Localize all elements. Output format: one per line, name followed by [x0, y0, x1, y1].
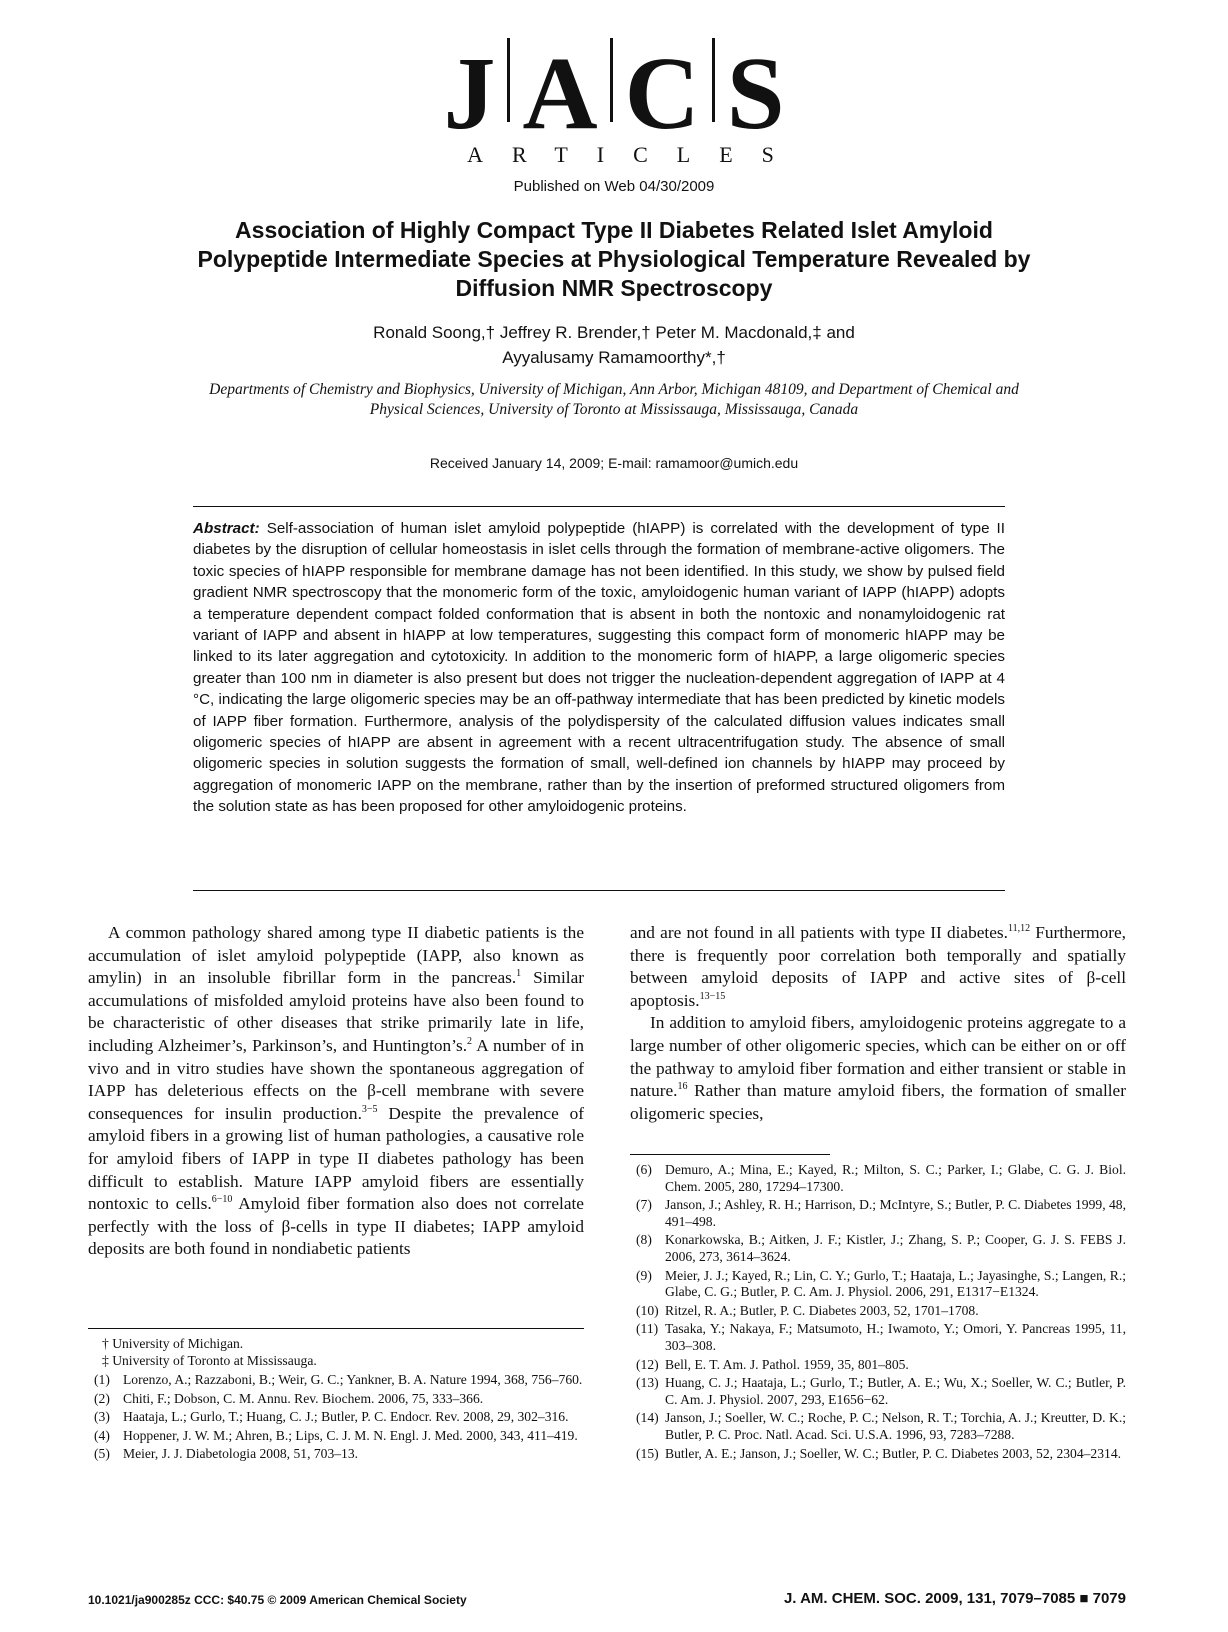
- citation: 11,12: [1007, 923, 1031, 935]
- right-column-body: [630, 922, 1126, 1125]
- citation: 2: [467, 1036, 473, 1048]
- citation: 3−5: [361, 1103, 378, 1115]
- reference-item: (9) Meier, J. J.; Kayed, R.; Lin, C. Y.; Gurlo, T.; Haataja, L.; Jayasinghe, S.; Langen, R.; Glabe, C. G.; Butler, P. C. Am. J. Physiol. 2006, 291, E1317−E1324.: [636, 1267, 1126, 1300]
- reference-item: (14) Janson, J.; Soeller, W. C.; Roche, P. C.; Nelson, R. T.; Torchia, A. J.; Kreutter, D. K.; Butler, P. C. Proc. Natl. Acad. Sci. U.S.A. 1996, 93, 7283–7288.: [636, 1410, 1126, 1442]
- references-rule: [630, 1154, 830, 1155]
- logo-divider: [507, 38, 510, 122]
- citation: 6−10: [211, 1194, 233, 1206]
- reference-item: (6) Demuro, A.; Mina, E.; Kayed, R.; Milton, S. C.; Parker, I.; Glabe, C. G. J. Biol. Chem. 2005, 280, 17294–17300.: [636, 1162, 1126, 1194]
- abstract-top-rule: [193, 506, 1005, 507]
- journal-masthead: [0, 38, 1228, 168]
- reference-item: (4) Hoppener, J. W. M.; Ahren, B.; Lips, C. J. M. N. Engl. J. Med. 2000, 343, 411–419.: [94, 1427, 578, 1443]
- author-line: Ayyalusamy Ramamoorthy*,†: [502, 348, 726, 367]
- reference-item: (13) Huang, C. J.; Haataja, L.; Gurlo, T.; Butler, A. E.; Wu, X.; Soeller, W. C.; Butler, P. C. Am. J. Physiol. 2007, 293, E1656−62.: [636, 1375, 1126, 1407]
- logo-letter: S: [726, 36, 785, 151]
- footnote: ‡ University of Toronto at Mississauga.: [102, 1352, 317, 1368]
- author-line: Ronald Soong,† Jeffrey R. Brender,† Peter M. Macdonald,‡ and: [373, 323, 855, 342]
- reference-item: (11) Tasaka, Y.; Nakaya, F.; Matsumoto, H.; Iwamoto, Y.; Omori, Y. Pancreas 1995, 11, 303–308.: [636, 1321, 1126, 1353]
- affiliation: Departments of Chemistry and Biophysics, University of Michigan, Ann Arbor, Michigan 48109, and Department of Chemical and Physical Sciences, University of Toronto at Mississauga, Mississauga, Canada: [209, 381, 1019, 418]
- logo-divider: [712, 38, 715, 122]
- footnotes: [102, 1336, 584, 1369]
- footnote-rule: [88, 1328, 584, 1329]
- footer-citation: J. AM. CHEM. SOC. 2009, 131, 7079–7085 ■ 7079: [783, 1590, 1126, 1607]
- reference-item: (12) Bell, E. T. Am. J. Pathol. 1959, 35, 801–805.: [636, 1356, 909, 1372]
- article-title: Association of Highly Compact Type II Diabetes Related Islet Amyloid Polypeptide Intermediate Species at Physiological Temperature Revealed by Diffusion NMR Spectroscopy: [197, 217, 1031, 301]
- reference-item: (7) Janson, J.; Ashley, R. H.; Harrison, D.; McIntyre, S.; Butler, P. C. Diabetes 1999, 48, 491–498.: [636, 1197, 1126, 1229]
- abstract-bottom-rule: [193, 890, 1005, 891]
- citation: 16: [677, 1081, 688, 1093]
- footnote: † University of Michigan.: [102, 1336, 244, 1351]
- paragraph: In addition to amyloid fibers, amyloidogenic proteins aggregate to a large number of other oligomeric species, which can be either on or off the pathway to amyloid fiber formation and either transient or stable in nature.$^{16}$ Rather than mature amyloid fibers, the formation of smaller oligomeric species,: [630, 1013, 1126, 1123]
- left-column-body: [88, 922, 584, 1261]
- references-right: [636, 1162, 1126, 1464]
- logo-letter: C: [624, 36, 700, 151]
- journal-logo: [0, 36, 1228, 151]
- logo-divider: [610, 38, 613, 122]
- paragraph: A common pathology shared among type II diabetic patients is the accumulation of islet amyloid polypeptide (IAPP, also known as amylin) in an insoluble fibrillar form in the pancreas.$^1$ Similar accumulations of misfolded amyloid proteins have also been found to be characteristic of other diseases that strike primarily late in life, including Alzheimer’s, Parkinson’s, and Huntington’s.$^2$ A number of in vivo and in vitro studies have shown the spontaneous aggregation of IAPP has deleterious effects on the β-cell membrane with severe consequences for insulin production.$^{3-5}$ Despite the prevalence of amyloid fibers in a growing list of human pathologies, a causative role for amyloid fibers of IAPP in type II diabetes pathology has been difficult to establish. Mature IAPP amyloid fibers are essentially nontoxic to cells.$^{6-10}$ Amyloid fiber formation also does not correlate perfectly with the loss of β-cells in type II diabetes; IAPP amyloid deposits are both found in nondiabetic patients: [88, 923, 585, 1259]
- logo-letter: J: [443, 36, 496, 151]
- paragraph: and are not found in all patients with type II diabetes.$^{11,12}$ Furthermore, there is frequently poor correlation both temporally and spatially between amyloid deposits of IAPP and active sites of β-cell apoptosis.$^{13-15}$: [630, 923, 1126, 1010]
- abstract-text: Self-association of human islet amyloid polypeptide (hIAPP) is correlated with the development of type II diabetes by the disruption of cellular homeostasis in islet cells through the formation of membrane-active oligomers. The toxic species of hIAPP responsible for membrane damage has not been identified. In this study, we show by pulsed field gradient NMR spectroscopy that the monomeric form of the toxic, amyloidogenic human variant of IAPP (hIAPP) adopts a temperature dependent compact folded conformation that is absent in both the nontoxic and nonamyloidogenic rat variant of IAPP and absent in hIAPP at low temperatures, suggesting this compact form of monomeric hIAPP may be linked to its later aggregation and cytotoxicity. In addition to the monomeric form of hIAPP, a large oligomeric species greater than 100 nm in diameter is also present but does not trigger the nucleation-dependent aggregation of IAPP at 4 °C, indicating the large oligomeric species may be an off-pathway intermediate that has been predicted by kinetic models of IAPP fiber formation. Furthermore, analysis of the polydispersity of the calculated diffusion values indicates small oligomeric species of hIAPP are absent in agreement with a recent ultracentrifugation study. The absence of small oligomeric species in solution suggests the formation of small, well-defined ion channels by hIAPP may proceed by aggregation of monomeric IAPP on the membrane, rather than by the insertion of preformed structured oligomers from the solution state as has been proposed for other amyloidogenic proteins.: [193, 520, 1005, 816]
- reference-item: (10) Ritzel, R. A.; Butler, P. C. Diabetes 2003, 52, 1701–1708.: [636, 1302, 979, 1318]
- journal-section-label: ARTICLES: [467, 142, 803, 167]
- references-left: [94, 1372, 584, 1465]
- logo-letter: A: [522, 36, 598, 151]
- reference-item: (1) Lorenzo, A.; Razzaboni, B.; Weir, G. C.; Yankner, B. A. Nature 1994, 368, 756–760.: [94, 1372, 583, 1387]
- citation: 1: [516, 968, 522, 980]
- reference-item: (15) Butler, A. E.; Janson, J.; Soeller, W. C.; Butler, P. C. Diabetes 2003, 52, 2304–2314.: [636, 1445, 1122, 1461]
- citation: 13−15: [699, 991, 726, 1003]
- reference-item: (8) Konarkowska, B.; Aitken, J. F.; Kistler, J.; Zhang, S. P.; Cooper, G. J. S. FEBS J. 2006, 273, 3614–3624.: [636, 1232, 1126, 1264]
- author-list: [190, 320, 1038, 370]
- reference-item: (5) Meier, J. J. Diabetologia 2008, 51, 703–13.: [94, 1446, 359, 1462]
- reference-item: (2) Chiti, F.; Dobson, C. M. Annu. Rev. Biochem. 2006, 75, 333–366.: [94, 1390, 484, 1406]
- received-line: Received January 14, 2009; E-mail: ramamoor@umich.edu: [429, 455, 799, 471]
- footer-doi: 10.1021/ja900285z CCC: $40.75 © 2009 American Chemical Society: [88, 1593, 467, 1607]
- abstract: [193, 518, 1005, 818]
- abstract-label: Abstract:: [193, 520, 260, 537]
- reference-item: (3) Haataja, L.; Gurlo, T.; Huang, C. J.; Butler, P. C. Endocr. Rev. 2008, 29, 302–316.: [94, 1409, 569, 1425]
- publication-date: Published on Web 04/30/2009: [513, 178, 715, 195]
